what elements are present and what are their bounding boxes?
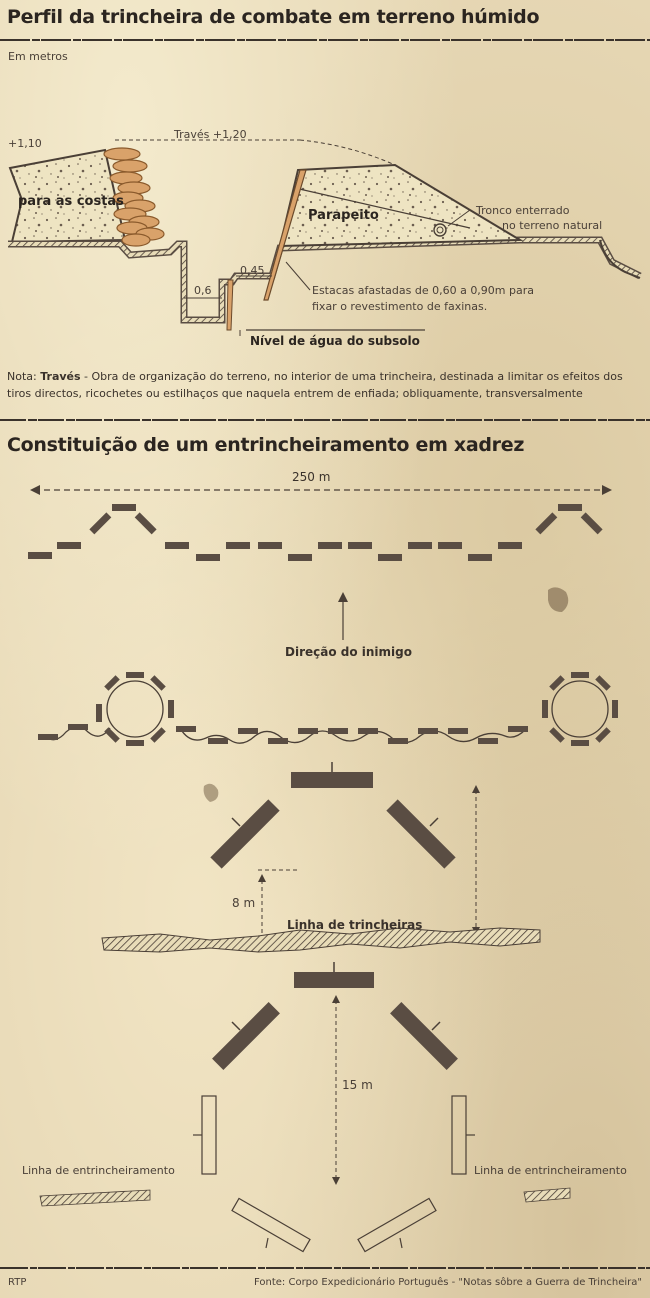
distance-15m-label: 15 m <box>342 1078 373 1092</box>
stain <box>548 587 568 612</box>
trench-row-top <box>28 504 603 561</box>
source-label: Fonte: Corpo Expedicionário Português - "Notas sôbre a Guerra de Trincheira" <box>254 1277 642 1288</box>
distance-8m-label: 8 m <box>232 896 256 910</box>
section2-title: Constituição de um entrincheiramento em xadrez <box>7 434 525 456</box>
credit-label: RTP <box>8 1277 27 1288</box>
enemy-direction-label: Direção do inimigo <box>285 645 412 659</box>
section1-title: Perfil da trincheira de combate em terreno húmido <box>7 6 540 28</box>
linha-entrincheiramento-left: Linha de entrincheiramento <box>22 1164 175 1177</box>
tronco-label-2: no terreno natural <box>502 219 603 232</box>
parapeito-label: Parapeito <box>308 208 379 223</box>
step-label: 0,45 <box>240 264 265 277</box>
note-term: Través <box>40 370 81 383</box>
estacas-label-1: Estacas afastadas de 0,60 a 0,90m para <box>312 284 535 297</box>
note-paragraph <box>7 368 647 402</box>
units-label: Em metros <box>8 50 68 63</box>
linha-entrincheiramento-right: Linha de entrincheiramento <box>474 1164 627 1177</box>
width-dimension <box>30 485 612 495</box>
depth-label: 0,6 <box>194 284 212 297</box>
para-as-costas-label: para as costas <box>18 194 124 209</box>
tronco-label: Tronco enterrado <box>476 204 570 217</box>
chequer-detail-upper <box>210 762 480 938</box>
traves-label: Través +1,20 <box>174 128 247 141</box>
note-prefix: Nota: <box>7 370 41 383</box>
enemy-direction-arrow <box>338 592 348 640</box>
estacas-label-2: fixar o revestimento de faxinas. <box>312 300 488 313</box>
nivel-agua-label: Nível de água do subsolo <box>250 334 420 348</box>
width-label: 250 m <box>292 470 331 484</box>
linha-trincheiras-label: Linha de trincheiras <box>287 918 423 932</box>
connected-row <box>38 672 618 746</box>
stain <box>204 784 219 802</box>
note-text: - Obra de organização do terreno, no interior de uma trincheira, destinada a limitar os efeitos dos tiros directos, ricochetes ou estilhaços que naquela entrem de enfiada; obliquamente, transversalmente <box>7 370 623 400</box>
chequer-detail-lower <box>40 962 570 1252</box>
height-back-label: +1,10 <box>8 137 42 150</box>
